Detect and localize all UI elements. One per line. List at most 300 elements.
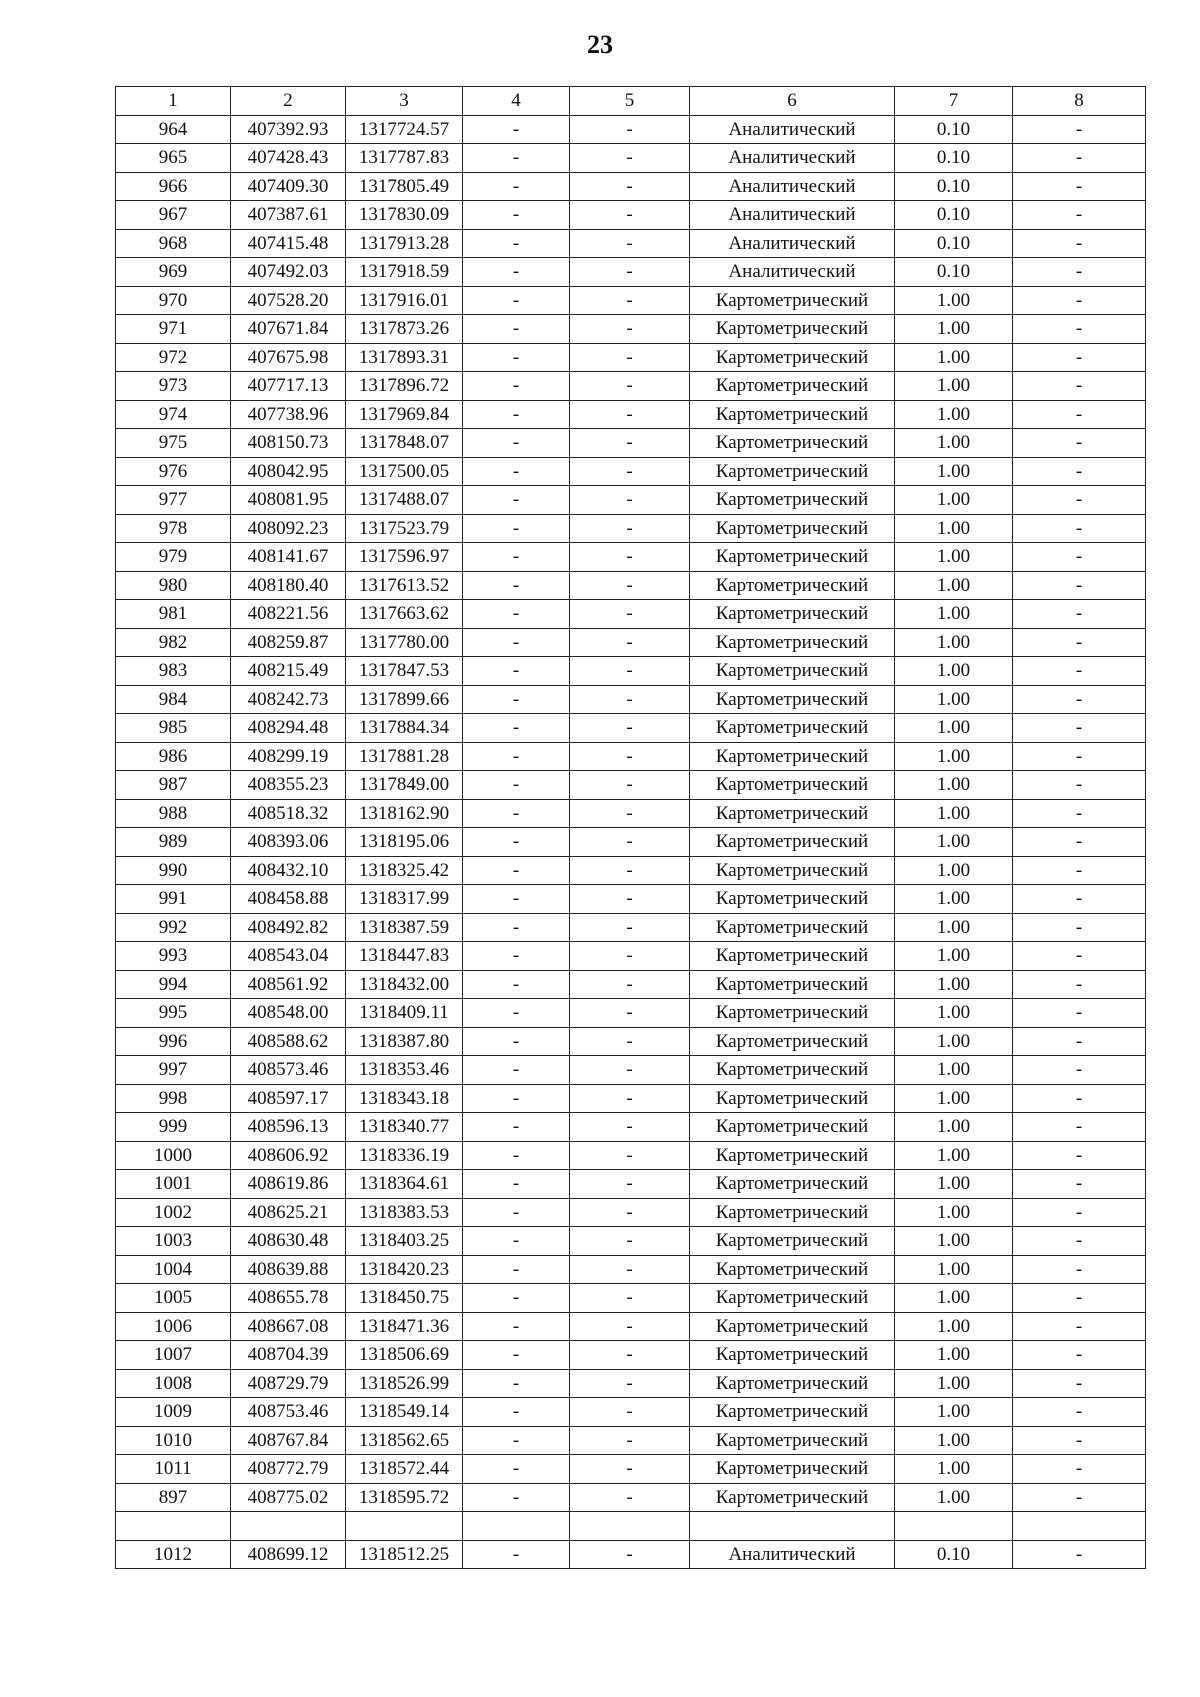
column-header: 4 <box>463 87 570 116</box>
table-cell: 970 <box>116 286 231 315</box>
table-cell: 1.00 <box>895 343 1013 372</box>
table-cell: 408458.88 <box>231 885 346 914</box>
table-cell: - <box>570 1227 690 1256</box>
table-cell: - <box>570 372 690 401</box>
table-cell: 1318383.53 <box>346 1198 463 1227</box>
table-header-row <box>116 87 1146 116</box>
table-cell: - <box>570 828 690 857</box>
table-cell: - <box>463 999 570 1028</box>
table-cell: 1318572.44 <box>346 1455 463 1484</box>
table-cell: - <box>570 1027 690 1056</box>
table-cell: Картометрический <box>690 1455 895 1484</box>
table-cell: - <box>570 1198 690 1227</box>
table-cell: - <box>570 201 690 230</box>
table-cell: 1318162.90 <box>346 799 463 828</box>
table-cell: 1317893.31 <box>346 343 463 372</box>
table-cell: 992 <box>116 913 231 942</box>
table-cell: - <box>1013 1141 1146 1170</box>
table-cell: - <box>463 742 570 771</box>
table-cell: 1318195.06 <box>346 828 463 857</box>
table-row <box>116 1141 1146 1170</box>
table-cell: 986 <box>116 742 231 771</box>
table-cell: 987 <box>116 771 231 800</box>
table-cell: 0.10 <box>895 144 1013 173</box>
table-cell: Картометрический <box>690 942 895 971</box>
table-cell: - <box>463 1369 570 1398</box>
table-cell: 1318364.61 <box>346 1170 463 1199</box>
table-cell: - <box>570 1170 690 1199</box>
table-cell: Картометрический <box>690 1284 895 1313</box>
table-cell: 1.00 <box>895 514 1013 543</box>
column-header: 1 <box>116 87 231 116</box>
table-cell: 408767.84 <box>231 1426 346 1455</box>
table-row <box>116 258 1146 287</box>
table-cell: - <box>570 885 690 914</box>
table-cell: - <box>570 343 690 372</box>
table-cell: - <box>570 942 690 971</box>
table-cell: 982 <box>116 628 231 657</box>
table-cell: 973 <box>116 372 231 401</box>
table-cell: - <box>463 600 570 629</box>
table-cell: 1.00 <box>895 657 1013 686</box>
table-row <box>116 913 1146 942</box>
table-cell: - <box>1013 144 1146 173</box>
table-cell: - <box>570 514 690 543</box>
table-cell: - <box>463 144 570 173</box>
table-cell: Аналитический <box>690 172 895 201</box>
table-cell: - <box>463 1255 570 1284</box>
table-cell: 408619.86 <box>231 1170 346 1199</box>
table-row <box>116 1056 1146 1085</box>
table-cell: - <box>463 657 570 686</box>
table-cell: 408630.48 <box>231 1227 346 1256</box>
table-cell: 985 <box>116 714 231 743</box>
table-cell: 1318562.65 <box>346 1426 463 1455</box>
table-cell: Картометрический <box>690 628 895 657</box>
table-cell: - <box>1013 115 1146 144</box>
table-cell <box>116 1512 231 1541</box>
table-cell: - <box>1013 885 1146 914</box>
column-header: 3 <box>346 87 463 116</box>
table-cell: 408625.21 <box>231 1198 346 1227</box>
table-cell: 1.00 <box>895 1113 1013 1142</box>
table-cell: Картометрический <box>690 657 895 686</box>
table-cell: - <box>463 372 570 401</box>
table-cell: 1.00 <box>895 1255 1013 1284</box>
table-cell: 408393.06 <box>231 828 346 857</box>
table-row <box>116 1398 1146 1427</box>
table-cell: 1001 <box>116 1170 231 1199</box>
table-cell: - <box>570 799 690 828</box>
table-cell: - <box>570 1341 690 1370</box>
table-cell: 1.00 <box>895 771 1013 800</box>
table-cell: - <box>570 1369 690 1398</box>
table-row <box>116 1540 1146 1569</box>
table-cell: - <box>1013 600 1146 629</box>
table-row <box>116 286 1146 315</box>
table-cell: 407428.43 <box>231 144 346 173</box>
table-row <box>116 486 1146 515</box>
table-row <box>116 115 1146 144</box>
table-row <box>116 457 1146 486</box>
table-cell: - <box>1013 657 1146 686</box>
column-header: 7 <box>895 87 1013 116</box>
table-cell: - <box>463 970 570 999</box>
table-cell: - <box>463 1027 570 1056</box>
table-cell: 994 <box>116 970 231 999</box>
table-cell: 0.10 <box>895 172 1013 201</box>
table-cell: 1317805.49 <box>346 172 463 201</box>
table-row <box>116 771 1146 800</box>
table-cell: - <box>1013 999 1146 1028</box>
table-cell: 1005 <box>116 1284 231 1313</box>
table-cell: - <box>570 714 690 743</box>
table-cell: 1006 <box>116 1312 231 1341</box>
table-cell: 1.00 <box>895 999 1013 1028</box>
table-cell: Картометрический <box>690 999 895 1028</box>
table-cell: 1007 <box>116 1341 231 1370</box>
table-cell: - <box>1013 486 1146 515</box>
table-cell <box>231 1512 346 1541</box>
table-cell: 1.00 <box>895 1341 1013 1370</box>
table-cell: - <box>1013 1483 1146 1512</box>
table-cell: 1317596.97 <box>346 543 463 572</box>
table-cell: 408729.79 <box>231 1369 346 1398</box>
table-cell: Картометрический <box>690 1398 895 1427</box>
table-cell: 1000 <box>116 1141 231 1170</box>
table-cell: 408294.48 <box>231 714 346 743</box>
table-cell: 408753.46 <box>231 1398 346 1427</box>
table-cell: - <box>1013 828 1146 857</box>
table-cell: - <box>1013 514 1146 543</box>
table-cell: 990 <box>116 856 231 885</box>
table-cell <box>570 1512 690 1541</box>
table-cell: 969 <box>116 258 231 287</box>
table-cell: 1.00 <box>895 429 1013 458</box>
table-cell: - <box>1013 201 1146 230</box>
table-cell: - <box>1013 1227 1146 1256</box>
table-cell: 407717.13 <box>231 372 346 401</box>
table-cell: Картометрический <box>690 771 895 800</box>
table-cell: 1317830.09 <box>346 201 463 230</box>
table-cell: 1.00 <box>895 600 1013 629</box>
table-cell: 1317613.52 <box>346 571 463 600</box>
table-cell: Картометрический <box>690 1084 895 1113</box>
table-cell: 1317724.57 <box>346 115 463 144</box>
table-cell: 1003 <box>116 1227 231 1256</box>
table-cell: 408772.79 <box>231 1455 346 1484</box>
table-cell: - <box>1013 543 1146 572</box>
table-cell: - <box>1013 1540 1146 1569</box>
table-cell: Картометрический <box>690 1483 895 1512</box>
table-cell: 1.00 <box>895 1027 1013 1056</box>
table-cell: - <box>463 172 570 201</box>
table-cell: 1.00 <box>895 1227 1013 1256</box>
table-cell: 1318336.19 <box>346 1141 463 1170</box>
table-row <box>116 628 1146 657</box>
table-row <box>116 571 1146 600</box>
table-cell: 1318387.59 <box>346 913 463 942</box>
table-cell: 1318595.72 <box>346 1483 463 1512</box>
table-cell: 964 <box>116 115 231 144</box>
table-cell: 1317847.53 <box>346 657 463 686</box>
table-cell: - <box>463 201 570 230</box>
table-cell: Картометрический <box>690 457 895 486</box>
table-cell: 1.00 <box>895 942 1013 971</box>
table-cell: 407738.96 <box>231 400 346 429</box>
table-cell: Картометрический <box>690 828 895 857</box>
table-cell: 1.00 <box>895 486 1013 515</box>
table-row <box>116 1284 1146 1313</box>
table-cell: Картометрический <box>690 885 895 914</box>
table-cell: - <box>570 1540 690 1569</box>
table-row <box>116 315 1146 344</box>
table-cell: - <box>570 742 690 771</box>
table-row <box>116 970 1146 999</box>
table-cell: - <box>1013 685 1146 714</box>
table-cell: 408081.95 <box>231 486 346 515</box>
table-cell: 1318353.46 <box>346 1056 463 1085</box>
table-cell: 1318526.99 <box>346 1369 463 1398</box>
table-cell: 408655.78 <box>231 1284 346 1313</box>
table-cell: - <box>1013 1255 1146 1284</box>
table-cell: - <box>1013 1056 1146 1085</box>
table-cell: 971 <box>116 315 231 344</box>
table-cell: - <box>1013 714 1146 743</box>
table-cell: 408215.49 <box>231 657 346 686</box>
table-row <box>116 1483 1146 1512</box>
table-cell: - <box>463 1084 570 1113</box>
table-cell: 897 <box>116 1483 231 1512</box>
table-cell: 968 <box>116 229 231 258</box>
table-cell: - <box>463 514 570 543</box>
table-cell: Картометрический <box>690 1312 895 1341</box>
table-cell: - <box>570 315 690 344</box>
table-cell: 1.00 <box>895 400 1013 429</box>
table-cell: 1.00 <box>895 315 1013 344</box>
table-cell: 974 <box>116 400 231 429</box>
table-cell: 1.00 <box>895 799 1013 828</box>
table-cell: 978 <box>116 514 231 543</box>
table-cell: - <box>1013 742 1146 771</box>
table-cell: - <box>1013 258 1146 287</box>
table-cell: - <box>570 1426 690 1455</box>
table-cell: - <box>1013 1027 1146 1056</box>
table-cell: - <box>463 258 570 287</box>
table-cell: Картометрический <box>690 400 895 429</box>
table-cell: - <box>1013 1084 1146 1113</box>
table-cell: Картометрический <box>690 343 895 372</box>
table-cell: - <box>1013 1426 1146 1455</box>
table-cell: - <box>1013 172 1146 201</box>
table-cell: - <box>570 1084 690 1113</box>
table-cell: 989 <box>116 828 231 857</box>
table-cell: 1.00 <box>895 372 1013 401</box>
table-cell: - <box>1013 1113 1146 1142</box>
table-cell: - <box>463 343 570 372</box>
table-cell: 1318506.69 <box>346 1341 463 1370</box>
table-cell: - <box>1013 229 1146 258</box>
table-cell: 408699.12 <box>231 1540 346 1569</box>
column-header: 6 <box>690 87 895 116</box>
table-cell: 408299.19 <box>231 742 346 771</box>
table-cell: Картометрический <box>690 1341 895 1370</box>
table-cell: - <box>1013 372 1146 401</box>
table-cell: 1.00 <box>895 1056 1013 1085</box>
table-cell: Аналитический <box>690 258 895 287</box>
table-cell: Картометрический <box>690 1255 895 1284</box>
table-cell: 1.00 <box>895 457 1013 486</box>
table-cell: - <box>1013 856 1146 885</box>
table-cell: - <box>570 486 690 515</box>
table-cell: - <box>1013 400 1146 429</box>
table-cell: Картометрический <box>690 1198 895 1227</box>
table-cell: 1318325.42 <box>346 856 463 885</box>
table-row <box>116 1426 1146 1455</box>
table-cell: 1.00 <box>895 885 1013 914</box>
table-cell: 408242.73 <box>231 685 346 714</box>
table-row <box>116 514 1146 543</box>
table-cell: 408141.67 <box>231 543 346 572</box>
table-cell: - <box>570 543 690 572</box>
table-cell: - <box>463 1312 570 1341</box>
table-cell: 1.00 <box>895 685 1013 714</box>
table-cell: 975 <box>116 429 231 458</box>
table-cell: 993 <box>116 942 231 971</box>
table-cell: 999 <box>116 1113 231 1142</box>
table-cell: - <box>570 1141 690 1170</box>
table-cell: 1318512.25 <box>346 1540 463 1569</box>
table-cell: - <box>463 1284 570 1313</box>
table-cell: 977 <box>116 486 231 515</box>
table-cell: 1.00 <box>895 1284 1013 1313</box>
table-cell: - <box>463 771 570 800</box>
table-cell: Картометрический <box>690 1227 895 1256</box>
table-cell: 1.00 <box>895 856 1013 885</box>
table-row <box>116 685 1146 714</box>
table-cell: 408543.04 <box>231 942 346 971</box>
table-cell: 408704.39 <box>231 1341 346 1370</box>
table-cell: Картометрический <box>690 913 895 942</box>
table-row <box>116 1084 1146 1113</box>
table-cell: 1.00 <box>895 1141 1013 1170</box>
table-row <box>116 429 1146 458</box>
table-cell: 1317913.28 <box>346 229 463 258</box>
table-cell: - <box>1013 799 1146 828</box>
table-cell: Картометрический <box>690 742 895 771</box>
table-cell: 1317969.84 <box>346 400 463 429</box>
table-row <box>116 999 1146 1028</box>
table-cell: 1317488.07 <box>346 486 463 515</box>
table-cell: 995 <box>116 999 231 1028</box>
table-cell: 1318432.00 <box>346 970 463 999</box>
table-cell: - <box>1013 286 1146 315</box>
table-row <box>116 1027 1146 1056</box>
table-cell: 408092.23 <box>231 514 346 543</box>
table-cell: 1.00 <box>895 1170 1013 1199</box>
table-cell <box>895 1512 1013 1541</box>
table-cell: 1317916.01 <box>346 286 463 315</box>
table-cell: - <box>1013 771 1146 800</box>
table-cell: 1317663.62 <box>346 600 463 629</box>
table-cell: - <box>463 1540 570 1569</box>
table-cell: Картометрический <box>690 372 895 401</box>
table-cell: - <box>570 685 690 714</box>
table-cell: 988 <box>116 799 231 828</box>
table-cell: - <box>463 913 570 942</box>
table-cell: - <box>570 970 690 999</box>
table-cell: - <box>463 1141 570 1170</box>
table-cell: - <box>1013 970 1146 999</box>
table-cell: 408775.02 <box>231 1483 346 1512</box>
table-cell <box>463 1512 570 1541</box>
table-cell: 408492.82 <box>231 913 346 942</box>
table-cell: - <box>570 1113 690 1142</box>
table-cell: - <box>1013 457 1146 486</box>
table-cell: - <box>463 315 570 344</box>
table-cell: Картометрический <box>690 1113 895 1142</box>
table-cell: Картометрический <box>690 1426 895 1455</box>
table-cell: Аналитический <box>690 115 895 144</box>
table-cell: - <box>570 1255 690 1284</box>
table-cell: 1317780.00 <box>346 628 463 657</box>
table-cell: - <box>1013 1198 1146 1227</box>
table-cell: Картометрический <box>690 1056 895 1085</box>
table-cell: 1317873.26 <box>346 315 463 344</box>
table-cell: - <box>1013 942 1146 971</box>
table-row <box>116 229 1146 258</box>
table-cell: - <box>570 628 690 657</box>
table-cell: - <box>570 172 690 201</box>
table-cell: 0.10 <box>895 258 1013 287</box>
table-row <box>116 1455 1146 1484</box>
table-cell: - <box>1013 343 1146 372</box>
table-cell: - <box>463 1426 570 1455</box>
table-cell <box>690 1512 895 1541</box>
table-cell: 980 <box>116 571 231 600</box>
table-row <box>116 1312 1146 1341</box>
table-row <box>116 1170 1146 1199</box>
table-cell: 1.00 <box>895 970 1013 999</box>
table-cell: 1.00 <box>895 742 1013 771</box>
table-cell: - <box>463 1198 570 1227</box>
table-cell: 1.00 <box>895 543 1013 572</box>
table-cell: 965 <box>116 144 231 173</box>
table-cell: 407671.84 <box>231 315 346 344</box>
table-cell: 1317787.83 <box>346 144 463 173</box>
table-cell: - <box>1013 1312 1146 1341</box>
table-row <box>116 1113 1146 1142</box>
table-cell: - <box>463 1483 570 1512</box>
table-cell <box>1013 1512 1146 1541</box>
column-header: 8 <box>1013 87 1146 116</box>
table-cell: Картометрический <box>690 486 895 515</box>
table-row <box>116 942 1146 971</box>
table-row <box>116 543 1146 572</box>
table-cell: - <box>570 657 690 686</box>
table-cell: 1317848.07 <box>346 429 463 458</box>
table-row <box>116 828 1146 857</box>
table-cell <box>346 1512 463 1541</box>
table-cell: Картометрический <box>690 856 895 885</box>
table-cell: Аналитический <box>690 201 895 230</box>
table-cell: 1012 <box>116 1540 231 1569</box>
table-cell: 996 <box>116 1027 231 1056</box>
table-cell: 0.10 <box>895 1540 1013 1569</box>
table-cell: 408180.40 <box>231 571 346 600</box>
table-cell: 1318340.77 <box>346 1113 463 1142</box>
table-cell: - <box>1013 571 1146 600</box>
